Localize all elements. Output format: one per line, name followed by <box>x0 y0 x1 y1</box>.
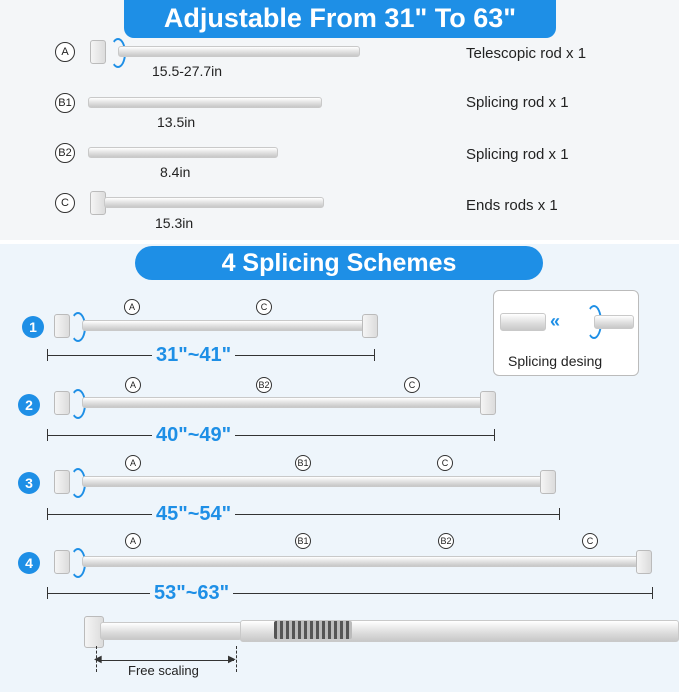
scheme-3-range: 45"~54" <box>152 503 235 526</box>
assembled-rod-3-image <box>82 476 544 487</box>
range-line <box>47 435 495 436</box>
splicing-rod-b1-image <box>88 97 322 108</box>
scheme-1-part-c: C <box>256 299 272 315</box>
part-b2-length: 8.4in <box>160 164 191 180</box>
assembled-rod-2-image <box>82 397 484 408</box>
part-b2-label: Splicing rod x 1 <box>466 146 569 163</box>
rod-end-cap-icon <box>362 314 378 338</box>
scheme-2-range: 40"~49" <box>152 424 235 447</box>
scheme-3-part-a: A <box>125 455 141 471</box>
rod-end-cap-icon <box>480 391 496 415</box>
scheme-4-range: 53"~63" <box>150 582 233 605</box>
part-b1-label: Splicing rod x 1 <box>466 94 569 111</box>
part-a-length: 15.5-27.7in <box>152 63 223 79</box>
scaling-dash-right <box>236 646 237 672</box>
rod-end-cap-icon <box>54 550 70 574</box>
scheme-1-part-a: A <box>124 299 140 315</box>
scheme-1-badge: 1 <box>22 316 44 338</box>
rod-end-cap-icon <box>90 40 106 64</box>
arrow-right-icon: ▶ <box>228 654 236 665</box>
range-tick <box>559 508 560 520</box>
scheme-2-part-c: C <box>404 377 420 393</box>
scheme-4-part-b1: B1 <box>295 533 311 549</box>
telescopic-rod-image <box>118 46 360 57</box>
range-tick <box>494 429 495 441</box>
page-title: Adjustable From 31" To 63" <box>124 0 556 38</box>
scheme-1-range: 31"~41" <box>152 344 235 367</box>
range-line <box>47 514 560 515</box>
rod-end-cap-icon <box>54 314 70 338</box>
push-arrows-icon: « <box>550 311 561 331</box>
free-scaling-label: Free scaling <box>128 663 199 678</box>
inset-label: Splicing desing <box>508 353 603 369</box>
range-tick <box>374 349 375 361</box>
spring-icon <box>274 621 352 639</box>
scheme-3-part-b1: B1 <box>295 455 311 471</box>
scheme-4-badge: 4 <box>18 552 40 574</box>
scheme-3-badge: 3 <box>18 472 40 494</box>
arrow-left-icon: ◀ <box>94 654 102 665</box>
scheme-2-part-a: A <box>125 377 141 393</box>
part-c-length: 15.3in <box>155 215 194 231</box>
part-b2-badge: B2 <box>55 143 75 163</box>
scheme-3-part-c: C <box>437 455 453 471</box>
range-line <box>47 593 653 594</box>
part-a-badge: A <box>55 42 75 62</box>
part-a-label: Telescopic rod x 1 <box>466 45 587 62</box>
part-b1-badge: B1 <box>55 93 75 113</box>
part-c-badge: C <box>55 193 75 213</box>
scaling-arrow-line <box>98 660 234 661</box>
threaded-joint-image <box>500 313 546 331</box>
scheme-4-part-b2: B2 <box>438 533 454 549</box>
scheme-4-part-a: A <box>125 533 141 549</box>
rod-end-cap-icon <box>540 470 556 494</box>
scheme-4-part-c: C <box>582 533 598 549</box>
rod-end-cap-icon <box>636 550 652 574</box>
end-rod-image <box>104 197 324 208</box>
rod-end-cap-icon <box>54 470 70 494</box>
splicing-design-inset <box>493 290 639 376</box>
part-b1-length: 13.5in <box>157 114 196 130</box>
assembled-rod-4-image <box>82 556 640 567</box>
assembled-rod-1-image <box>82 320 368 331</box>
part-c-label: Ends rods x 1 <box>466 197 558 214</box>
rod-segment-image <box>594 315 634 329</box>
scheme-2-part-b2: B2 <box>256 377 272 393</box>
range-tick <box>652 587 653 599</box>
schemes-title: 4 Splicing Schemes <box>135 246 543 280</box>
rod-end-cap-icon <box>54 391 70 415</box>
detail-inner-rod-image <box>100 622 242 640</box>
splicing-rod-b2-image <box>88 147 278 158</box>
scheme-2-badge: 2 <box>18 394 40 416</box>
